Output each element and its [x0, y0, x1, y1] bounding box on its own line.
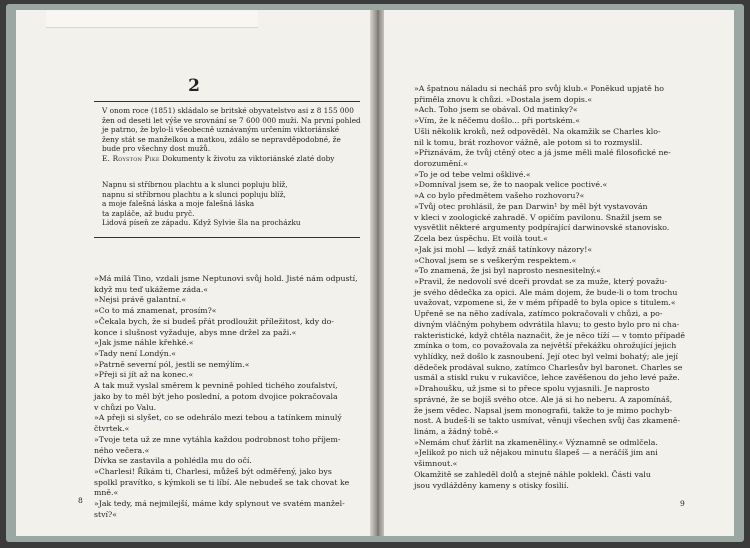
text-line: »Tvoje teta už ze mne vytáhla každou podrobnost toho příjem- — [94, 434, 341, 444]
text-line: vysvětlit některé argumenty podpírající darwinovské stanovisko. — [414, 223, 670, 233]
text-line: Okamžitě se zahleděl dolů a stejně náhle poklekl. Části valu — [414, 469, 651, 479]
text-line: uvažovat, vzpomene si, že v mém případě to byla opice s titulem.« — [414, 298, 676, 308]
text-line: »To znamená, že jsi byl naprosto nesnesitelný.« — [414, 266, 601, 276]
text-line: »Patrně severní pól, jestli se nemýlím.« — [94, 359, 250, 369]
text-line: že jsem vědec. Napsal jsem monografii, takže to je mimo pochyb- — [414, 405, 672, 415]
right-page — [384, 10, 734, 536]
poem-line: napnu si stříbrnou plachtu a k slunci popluju blíž, — [102, 189, 286, 199]
poem-line: a moje falešná láska a moje falešná láska — [102, 199, 255, 209]
paper-bookmark — [46, 10, 258, 28]
text-line: linám, a žádný tobě.« — [414, 427, 499, 436]
poem-line: ta zapláče, až budu pryč. — [102, 208, 195, 218]
text-line: »Jak jsi mohl — když znáš tatínkovy názory!« — [414, 244, 593, 254]
text-line: »Pravil, že nedovolí své dceři provdat se za muže, který považu- — [414, 276, 668, 286]
epigraph-line: žen od deseti let výše ve srovnání se 7 600 000 muži. Na první pohled — [102, 115, 361, 125]
epigraph-line: V onom roce (1851) skládalo se britské obyvatelstvo asi z 8 155 000 — [102, 106, 354, 115]
left-page — [16, 10, 372, 536]
text-line: dorozumění.« — [414, 159, 469, 169]
text-line: v chůzi po Valu. — [94, 402, 157, 412]
text-line: nil k tomu, brát rozhovor vážně, ale potom si to rozmyslil. — [414, 137, 643, 147]
text-line: vyhlídky, než došlo k zasnoubení. Její otec byl velmi bohatý; ale její — [414, 351, 679, 361]
text-line: když mu teď ukážeme záda.« — [94, 284, 209, 294]
text-line: »A přeji si slyšet, co se odehrálo mezi tebou a tatínkem minulý — [94, 413, 342, 423]
poem-source-label: Lidová píseň ze západu. — [102, 218, 191, 228]
text-line: »Charlesi! Říkám ti, Charlesi, můžeš být odměřený, jako bys — [94, 466, 332, 476]
text-line: »Choval jsem se s veškerým respektem.« — [414, 255, 577, 265]
text-line: jsou vydlážděny kameny s otisky fosilií. — [414, 480, 569, 490]
epigraph-source-author: E. Royston Pike — [102, 153, 160, 163]
text-line: v kleci v zoologické zahradě. V opičím pavilonu. Snažil jsem se — [414, 212, 662, 222]
text-line: ného večera.« — [94, 445, 150, 455]
epigraph-bottom-rule — [94, 237, 360, 238]
text-line: »A špatnou náladu si necháš pro svůj klub.« Poněkud upjatě ho — [414, 84, 664, 93]
poem-source — [102, 218, 358, 228]
text-line: »Čekala bych, že si budeš přát prodloužit příležitost, kdy do- — [94, 316, 334, 326]
text-line: »A co bylo předmětem vašeho rozhovoru?« — [414, 191, 585, 201]
text-line: »Přiznávám, že tvůj ctěný otec a já jsme měli malé filosofické ne- — [414, 148, 671, 158]
epigraph-prose — [102, 106, 361, 164]
text-line: »Tady není Londýn.« — [94, 349, 177, 359]
text-line: rakteristické, když chtěla naznačit, že je něco tíží — v tomto případě — [414, 330, 685, 340]
text-line: nost. A budeš-li se takto usmívat, věnuji všechen svůj čas zkameně- — [414, 416, 681, 426]
text-line: »Drahoušku, už jsme si to přece spolu vyjasnili. Je naprosto — [414, 384, 650, 394]
text-line: »Má milá Tino, vzdali jsme Neptunovi svůj hold. Jisté nám odpustí, — [94, 274, 358, 283]
text-line: »Přeji si jít až na konec.« — [94, 370, 194, 380]
text-line: spolkl pravítko, s kýmkoli se ti líbí. Ale nebudeš se tak chovat ke — [94, 477, 350, 487]
text-line: usmál a stiskl ruku v rukavičce, lehce zavěšenou do jeho levé paže. — [414, 373, 680, 383]
text-line: »Ach. Toho jsem se obával. Od matinky?« — [414, 105, 578, 115]
text-line: »To je od tebe velmi ošklivé.« — [414, 169, 531, 179]
text-line: Dívka se zastavila a pohlédla mu do očí. — [94, 456, 252, 466]
text-line: »Vím, že k něčemu došlo... při portském.« — [414, 116, 581, 126]
epigraph-top-rule — [94, 101, 360, 102]
text-line: přiměla znovu k chůzi. »Dostala jsem dopis.« — [414, 94, 593, 104]
text-line: jako by to měl být jeho poslední, a potom dvojice pokračovala — [94, 391, 338, 401]
text-line: zmínka o tom, co považovala za největší překážku ohrožující jejich — [414, 341, 677, 351]
text-line: konce i slušnost vyžaduje, abys mne držel za paži.« — [94, 327, 297, 337]
text-line: »Jak jsme náhle křehké.« — [94, 338, 194, 348]
epigraph-line: je patrno, že bylo-li všeobecně uznávaným určením viktoriánské — [102, 125, 340, 135]
text-line: »Jelikož po nich už nějakou minutu šlapeš — a neráčíš jim ani — [414, 448, 658, 458]
chapter-number: 2 — [188, 76, 200, 96]
epigraph-line: ženy stát se manželkou a matkou, zdálo se nepravděpodobné, že — [102, 134, 341, 144]
text-line: dědeček prodával sukno, zatímco Charlesův byl baronet. Charles se — [414, 362, 683, 372]
text-line: Zcela bez úspěchu. Et voilà tout.« — [414, 234, 548, 244]
text-line: mně.« — [94, 488, 119, 498]
text-line: A tak muž vyslal směrem k pevnině pohled tichého zoufalství, — [94, 381, 338, 391]
text-line: »Co to má znamenat, prosím?« — [94, 306, 217, 316]
page-number-right: 9 — [680, 499, 685, 508]
text-line: »Domníval jsem se, že to naopak velice poctivé.« — [414, 180, 608, 190]
text-line: ství?« — [94, 509, 117, 519]
epigraph-source-title: Dokumenty k životu za viktoriánské zlaté doby — [159, 153, 335, 163]
poem-line: Napnu si stříbrnou plachtu a k slunci popluju blíž, — [102, 180, 288, 189]
text-line: všimnout.« — [414, 459, 458, 469]
right-body-text — [414, 84, 714, 491]
text-line: Upřeně se na něho zadívala, zatímco pokračovali v chůzi, a po- — [414, 309, 663, 319]
text-line: správné, že se bojíš svého otce. Ale já si ho neberu. A zapomínáš, — [414, 394, 673, 404]
epigraph-poem — [102, 180, 358, 228]
text-line: Ušli několik kroků, než odpověděl. Na okamžik se Charles klo- — [414, 126, 661, 136]
epigraph-source — [102, 154, 358, 164]
text-line: divným vláčným pohybem odvrátila hlavu; to gesto bylo pro ni cha- — [414, 319, 680, 329]
left-body-text — [94, 274, 364, 521]
text-line: »Nejsi právě galantní.« — [94, 295, 187, 305]
poem-source-title: Když Sylvie šla na procházku — [190, 218, 301, 228]
text-line: »Tvůj otec prohlásil, že pan Darwin¹ by měl být vystavován — [414, 201, 648, 211]
epigraph-line: bude pro všechny dost mužů. — [102, 144, 211, 154]
text-line: čtvrtek.« — [94, 424, 130, 434]
text-line: »Jak tedy, má nejmilejší, máme kdy splynout ve svatém manžel- — [94, 499, 345, 509]
text-line: »Nemám chuť žárlit na zkameněliny.« Významně se odmlčela. — [414, 437, 658, 447]
text-line: je svého dědečka za opici. Ale mám dojem, že bude-li o tom trochu — [414, 287, 678, 297]
page-number-left: 8 — [78, 496, 83, 505]
